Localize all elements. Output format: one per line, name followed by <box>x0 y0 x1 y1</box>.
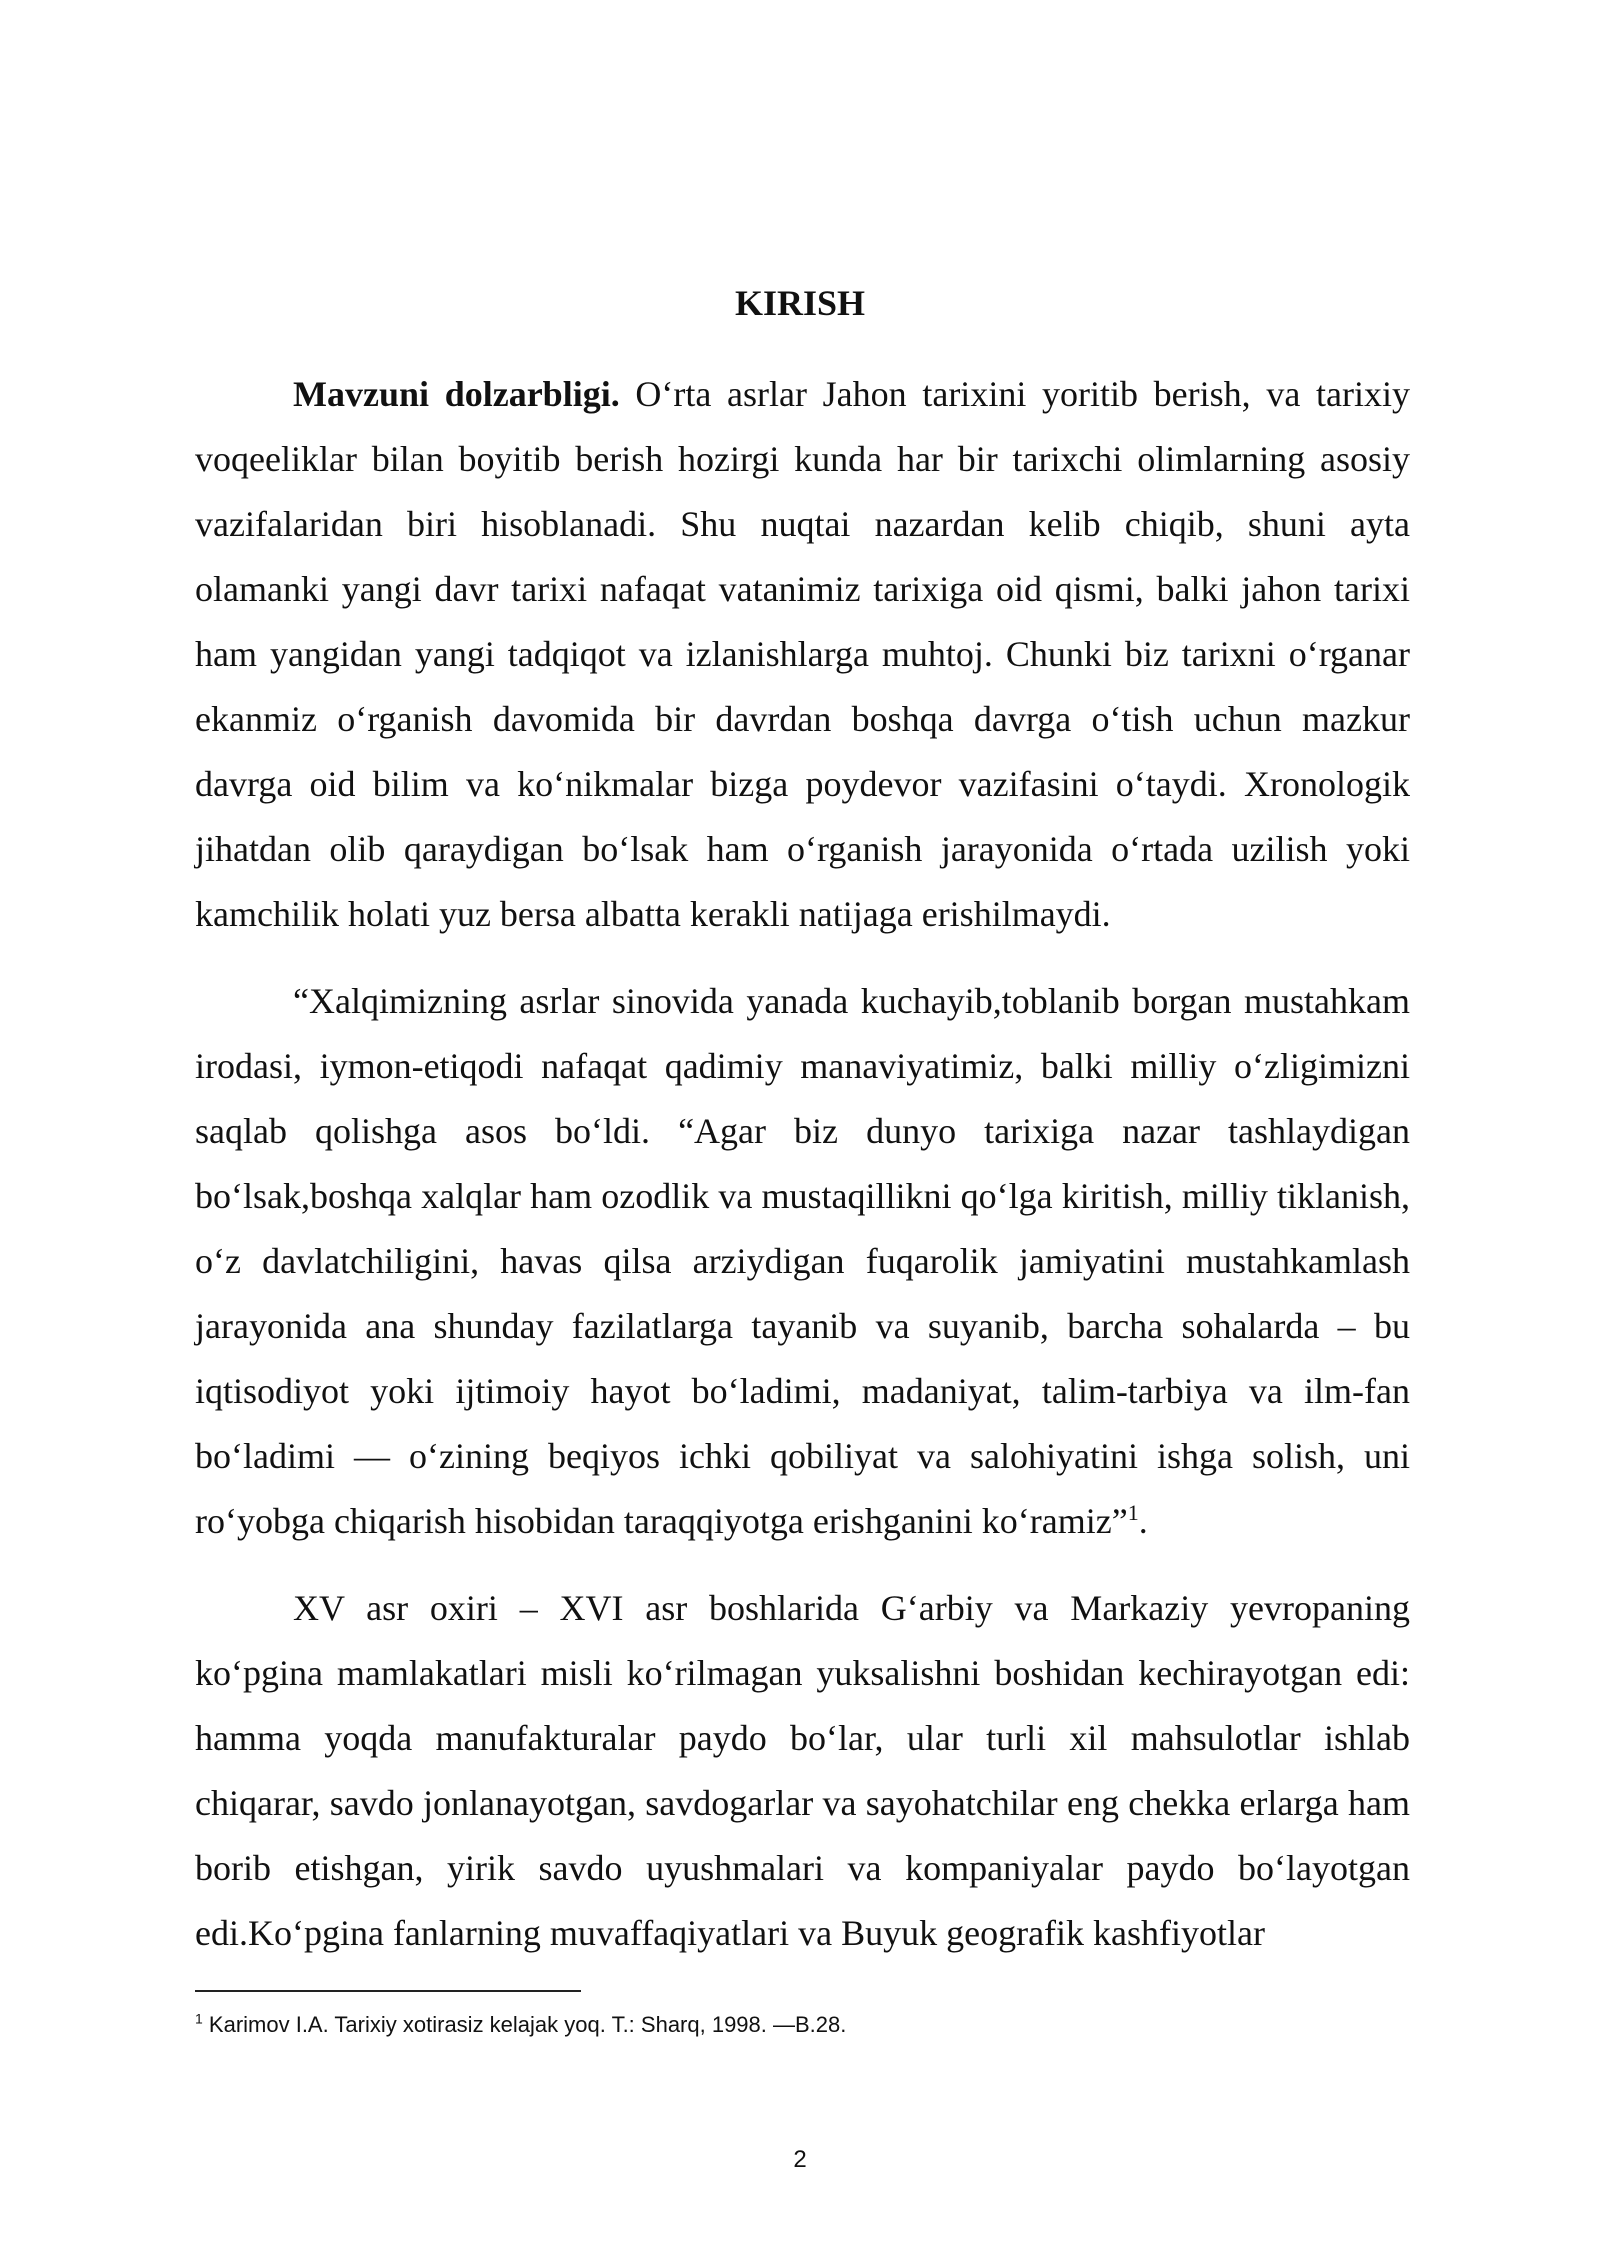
footnote-text: Karimov I.A. Tarixiy xotirasiz kelajak yoq. T.: Sharq, 1998. —B.28. <box>202 2012 847 2037</box>
footnote-reference[interactable]: 1 <box>1127 1500 1139 1525</box>
paragraph-2 <box>195 969 1410 1554</box>
paragraph-text: “Xalqimizning asrlar sinovida yanada kuchayib,toblanib borgan mustahkam irodasi, iymon-etiqodi nafaqat qadimiy manaviyatimiz, balki milliy o‘zligimizni saqlab qolishga asos bo‘ldi. “Agar biz dunyo tarixiga nazar tashlaydigan bo‘lsak,boshqa xalqlar ham ozodlik va mustaqillikni qo‘lga kiritish, milliy tiklanish, o‘z davlatchiligini, havas qilsa arziydigan fuqarolik jamiyatini mustahkamlash jarayonida ana shunday fazilatlarga tayanib va suyanib, barcha sohalarda – bu iqtisodiyot yoki ijtimoiy hayot bo‘ladimi, madaniyat, talim-tarbiya va ilm-fan bo‘ladimi — o‘zining beqiyos ichki qobiliyat va salohiyatini ishga solish, uni ro‘yobga chiqarish hisobidan taraqqiyotga erishganini ko‘ramiz” <box>195 981 1410 1541</box>
paragraph-3 <box>195 1576 1410 1966</box>
paragraph-lead-heading: Mavzuni dolzarbligi. <box>293 374 620 414</box>
footnote-number: 1 <box>195 2010 203 2027</box>
paragraph-text: XV asr oxiri – XVI asr boshlarida G‘arbiy va Markaziy yevropaning ko‘pgina mamlakatlari misli ko‘rilmagan yuksalishni boshidan kechirayotgan edi: hamma yoqda manufakturalar paydo bo‘lar, ular turli xil mahsulotlar ishlab chiqarar, savdo jonlanayotgan, savdogarlar va sayohatchilar eng chekka erlarga ham borib etishgan, yirik savdo uyushmalari va kompaniyalar paydo bo‘layotgan edi.Ko‘pgina fanlarning muvaffaqiyatlari va Buyuk geografik kashfiyotlar <box>195 1588 1410 1953</box>
footnote <box>195 2010 1410 2040</box>
footnote-separator <box>195 1990 581 1992</box>
paragraph-tail: . <box>1138 1501 1148 1541</box>
paragraph-text: O‘rta asrlar Jahon tarixini yoritib berish, va tarixiy voqeeliklar bilan boyitib berish hozirgi kunda har bir tarixchi olimlarning asosiy vazifalaridan biri hisoblanadi. Shu nuqtai nazardan kelib chiqib, shuni ayta olamanki yangi davr tarixi nafaqat vatanimiz tarixiga oid qismi, balki jahon tarixi ham yangidan yangi tadqiqot va izlanishlarga muhtoj. Chunki biz tarixni o‘rganar ekanmiz o‘rganish davomida bir davrdan boshqa davrga o‘tish uchun mazkur davrga oid bilim va ko‘nikmalar bizga poydevor vazifasini o‘taydi. Xronologik jihatdan olib qaraydigan bo‘lsak ham o‘rganish jarayonida o‘rtada uzilish yoki kamchilik holati yuz bersa albatta kerakli natijaga erishilmaydi. <box>195 374 1410 934</box>
body-text <box>195 362 1410 1966</box>
page-number: 2 <box>793 2146 807 2173</box>
paragraph-1 <box>195 362 1410 947</box>
page-title: KIRISH <box>734 283 866 323</box>
